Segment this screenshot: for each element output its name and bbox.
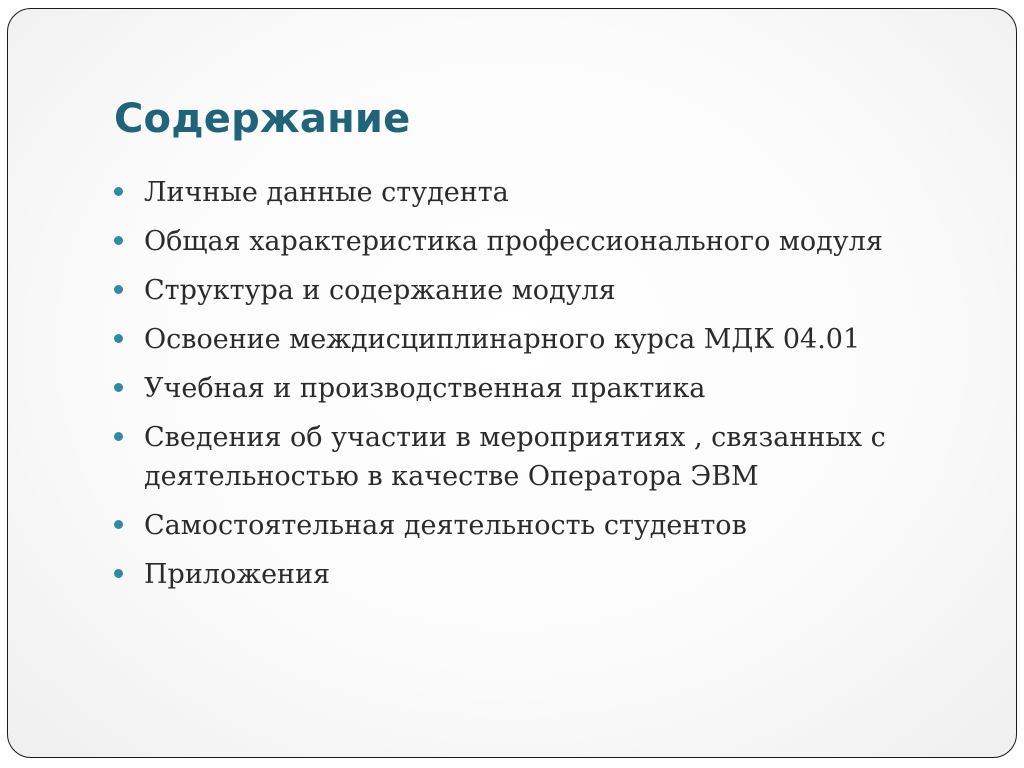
- bullet-dot-icon: [114, 334, 123, 343]
- bullet-text: Приложения: [144, 559, 331, 590]
- list-item: [114, 369, 1004, 408]
- bullet-list: [114, 173, 1004, 604]
- bullet-text: Сведения об участии в мероприятиях , связанных с деятельностью в качестве Оператора ЭВМ: [144, 422, 886, 492]
- bullet-text: Освоение междисциплинарного курса МДК 04.01: [144, 324, 861, 355]
- slide-frame: [7, 8, 1017, 758]
- list-item: [114, 418, 1004, 496]
- bullet-dot-icon: [114, 520, 123, 529]
- bullet-text: Общая характеристика профессионального модуля: [144, 226, 883, 257]
- bullet-text: Самостоятельная деятельность студентов: [144, 510, 747, 541]
- list-item: [114, 555, 1004, 594]
- list-item: [114, 320, 1004, 359]
- bullet-text: Учебная и производственная практика: [144, 373, 706, 404]
- list-item: [114, 222, 1004, 261]
- list-item: [114, 506, 1004, 545]
- bullet-dot-icon: [114, 383, 123, 392]
- bullet-dot-icon: [114, 236, 123, 245]
- list-item: [114, 173, 1004, 212]
- bullet-dot-icon: [114, 285, 123, 294]
- bullet-text: Структура и содержание модуля: [144, 275, 616, 306]
- bullet-text: Личные данные студента: [144, 177, 509, 208]
- bullet-dot-icon: [114, 569, 123, 578]
- slide-title: Содержание: [114, 96, 411, 142]
- bullet-dot-icon: [114, 432, 123, 441]
- list-item: [114, 271, 1004, 310]
- bullet-dot-icon: [114, 187, 123, 196]
